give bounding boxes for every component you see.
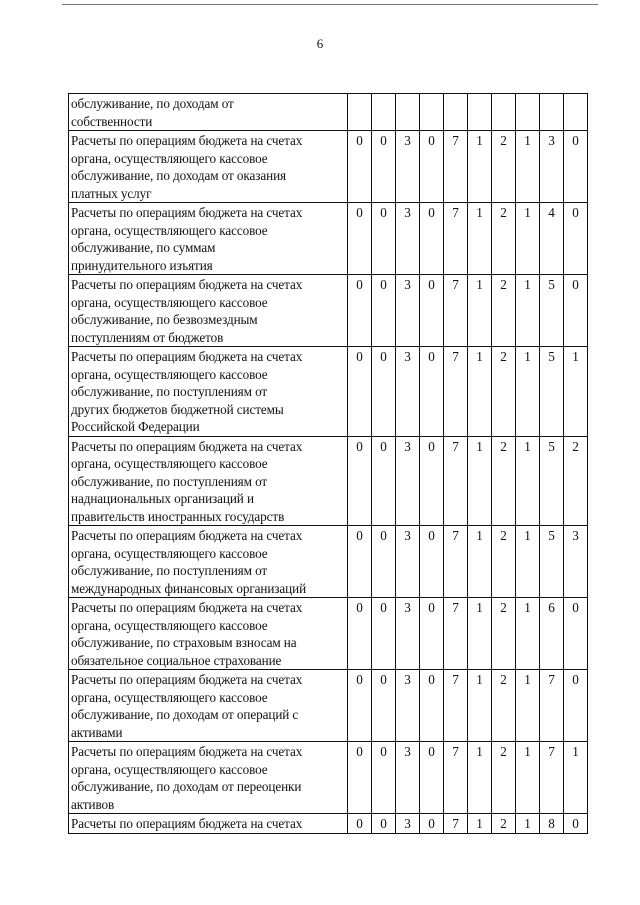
code-digit-cell: 4 [540,203,564,275]
code-digit-cell: 0 [372,814,396,834]
description-line: органа, осуществляющего кассовое [71,222,268,238]
table-row [69,131,588,203]
code-digit-cell: 0 [348,670,372,742]
code-digit-cell: 1 [468,814,492,834]
code-digit-cell: 1 [516,526,540,598]
description-line: Расчеты по операциям бюджета на счетах [71,528,303,543]
description-line: Расчеты по операциям бюджета на счетах [71,133,303,148]
description-line: Расчеты по операциям бюджета на счетах [71,600,303,615]
code-digit-cell: 7 [444,814,468,834]
code-digit-cell: 2 [492,203,516,275]
code-digit-cell [396,94,420,131]
account-description [69,598,348,670]
code-digit-cell: 0 [348,526,372,598]
code-digit-cell: 7 [444,436,468,526]
code-digit-cell: 8 [540,814,564,834]
code-digit-cell: 2 [564,436,588,526]
table-row [69,598,588,670]
code-digit-cell: 0 [348,203,372,275]
code-digit-cell: 3 [396,203,420,275]
table-row [69,347,588,437]
code-digit-cell: 7 [444,275,468,347]
code-digit-cell: 0 [372,275,396,347]
account-description [69,347,348,437]
description-line: принудительного изъятия [71,257,213,273]
description-line: обслуживание, по суммам [71,240,216,255]
code-digit-cell: 1 [516,347,540,437]
description-line: органа, осуществляющего кассовое [71,366,268,382]
code-digit-cell [444,94,468,131]
account-description [69,275,348,347]
code-digit-cell: 0 [420,275,444,347]
code-digit-cell: 0 [348,275,372,347]
description-line: органа, осуществляющего кассовое [71,689,268,705]
description-line: обслуживание, по безвозмездным [71,312,258,327]
code-digit-cell: 6 [540,598,564,670]
code-digit-cell: 1 [468,598,492,670]
code-digit-cell: 0 [372,526,396,598]
code-digit-cell: 3 [540,131,564,203]
description-line: других бюджетов бюджетной системы [71,401,284,417]
description-line: правительств иностранных государств [71,508,285,524]
description-line: поступлениям от бюджетов [71,329,224,345]
description-line: платных услуг [71,185,152,201]
code-digit-cell: 0 [420,742,444,814]
description-line: органа, осуществляющего кассовое [71,150,268,166]
code-digit-cell [420,94,444,131]
description-line: Расчеты по операциям бюджета на счетах [71,349,303,364]
code-digit-cell: 5 [540,275,564,347]
code-digit-cell: 0 [564,598,588,670]
code-digit-cell: 3 [564,526,588,598]
code-digit-cell: 3 [396,436,420,526]
code-digit-cell: 1 [516,275,540,347]
description-line: активами [71,724,123,740]
account-description [69,742,348,814]
code-digit-cell: 0 [564,275,588,347]
page-number: 6 [316,36,324,51]
code-digit-cell: 3 [396,814,420,834]
code-digit-cell: 0 [564,203,588,275]
code-digit-cell: 0 [348,436,372,526]
table-row [69,526,588,598]
code-digit-cell: 2 [492,131,516,203]
account-description [69,814,348,834]
table-row [69,670,588,742]
code-digit-cell: 1 [468,275,492,347]
code-digit-cell: 3 [396,347,420,437]
code-digit-cell: 1 [516,436,540,526]
code-digit-cell: 7 [444,598,468,670]
code-digit-cell: 7 [540,670,564,742]
table-row [69,436,588,526]
table-row [69,203,588,275]
code-digit-cell: 3 [396,131,420,203]
code-digit-cell: 1 [516,598,540,670]
code-digit-cell: 0 [420,131,444,203]
table-body [69,94,588,834]
code-digit-cell: 0 [348,131,372,203]
description-line: Расчеты по операциям бюджета на счетах [71,744,303,759]
account-description [69,526,348,598]
code-digit-cell: 0 [348,814,372,834]
code-digit-cell: 0 [420,436,444,526]
code-digit-cell: 1 [468,526,492,598]
code-digit-cell: 0 [420,670,444,742]
code-digit-cell: 0 [420,598,444,670]
description-line: Российской Федерации [71,419,200,434]
code-digit-cell: 7 [444,203,468,275]
code-digit-cell: 3 [396,526,420,598]
description-line: обслуживание, по поступлениям от [71,384,268,399]
code-digit-cell: 7 [444,742,468,814]
description-line: органа, осуществляющего кассовое [71,761,268,777]
description-line: Расчеты по операциям бюджета на счетах [71,205,303,220]
description-line: обслуживание, по поступлениям от [71,473,268,489]
scan-top-edge [62,4,598,5]
code-digit-cell: 7 [444,347,468,437]
code-digit-cell: 1 [468,347,492,437]
code-digit-cell: 0 [564,131,588,203]
description-line: собственности [71,113,153,129]
code-digit-cell: 0 [348,347,372,437]
description-line: Расчеты по операциям бюджета на счетах [71,672,303,687]
code-digit-cell: 0 [348,598,372,670]
account-description [69,203,348,275]
code-digit-cell [468,94,492,131]
code-digit-cell: 2 [492,436,516,526]
code-digit-cell: 2 [492,814,516,834]
description-line: Расчеты по операциям бюджета на счетах [71,816,303,831]
account-description [69,436,348,526]
code-digit-cell: 1 [516,742,540,814]
code-digit-cell: 3 [396,670,420,742]
code-digit-cell [516,94,540,131]
description-line: обслуживание, по поступлениям от [71,563,268,578]
code-digit-cell: 2 [492,670,516,742]
code-digit-cell: 7 [444,526,468,598]
table-row [69,742,588,814]
table-row [69,814,588,834]
description-line: обязательное социальное страхование [71,652,282,668]
code-digit-cell: 7 [444,670,468,742]
code-digit-cell: 0 [564,670,588,742]
description-line: обслуживание, по страховым взносам на [71,635,297,650]
code-digit-cell: 1 [516,814,540,834]
code-digit-cell: 2 [492,526,516,598]
code-digit-cell: 1 [564,742,588,814]
code-digit-cell: 0 [372,742,396,814]
code-digit-cell: 1 [516,670,540,742]
code-digit-cell: 0 [564,814,588,834]
code-digit-cell: 3 [396,598,420,670]
code-digit-cell: 5 [540,526,564,598]
code-digit-cell: 0 [372,670,396,742]
code-digit-cell: 1 [468,670,492,742]
code-digit-cell [540,94,564,131]
code-digit-cell: 0 [348,742,372,814]
code-digit-cell: 1 [516,203,540,275]
account-codes-table [68,93,588,834]
description-line: органа, осуществляющего кассовое [71,545,268,561]
code-digit-cell: 1 [516,131,540,203]
code-digit-cell: 3 [396,742,420,814]
code-digit-cell: 0 [372,203,396,275]
code-digit-cell [492,94,516,131]
description-line: обслуживание, по доходам от [71,96,234,111]
code-digit-cell: 1 [468,742,492,814]
code-digit-cell: 7 [540,742,564,814]
description-line: обслуживание, по доходам от оказания [71,168,287,183]
code-digit-cell: 1 [564,347,588,437]
description-line: Расчеты по операциям бюджета на счетах [71,438,303,454]
code-digit-cell: 0 [372,436,396,526]
description-line: обслуживание, по доходам от переоценки [71,779,302,794]
code-digit-cell: 2 [492,598,516,670]
description-line: органа, осуществляющего кассовое [71,617,268,633]
code-digit-cell: 5 [540,436,564,526]
code-digit-cell: 1 [468,436,492,526]
code-digit-cell [372,94,396,131]
code-digit-cell: 1 [468,203,492,275]
code-digit-cell: 2 [492,347,516,437]
description-line: органа, осуществляющего кассовое [71,294,268,310]
code-digit-cell: 0 [372,131,396,203]
description-line: Расчеты по операциям бюджета на счетах [71,277,303,292]
table-row [69,275,588,347]
code-digit-cell: 0 [420,347,444,437]
code-digit-cell: 0 [420,203,444,275]
code-digit-cell: 0 [420,814,444,834]
account-description [69,670,348,742]
code-digit-cell: 0 [372,347,396,437]
description-line: обслуживание, по доходам от операций с [71,707,299,722]
code-digit-cell: 2 [492,742,516,814]
description-line: наднациональных организаций и [71,491,254,506]
code-digit-cell: 3 [396,275,420,347]
code-digit-cell: 2 [492,275,516,347]
description-line: активов [71,796,115,812]
description-line: международных финансовых организаций [71,580,307,596]
code-digit-cell [564,94,588,131]
code-digit-cell: 0 [420,526,444,598]
code-digit-cell: 0 [372,598,396,670]
table-row [69,94,588,131]
code-digit-cell: 7 [444,131,468,203]
account-description [69,131,348,203]
code-digit-cell: 5 [540,347,564,437]
code-digit-cell: 1 [468,131,492,203]
description-line: органа, осуществляющего кассовое [71,456,268,471]
code-digit-cell [348,94,372,131]
account-description [69,94,348,131]
